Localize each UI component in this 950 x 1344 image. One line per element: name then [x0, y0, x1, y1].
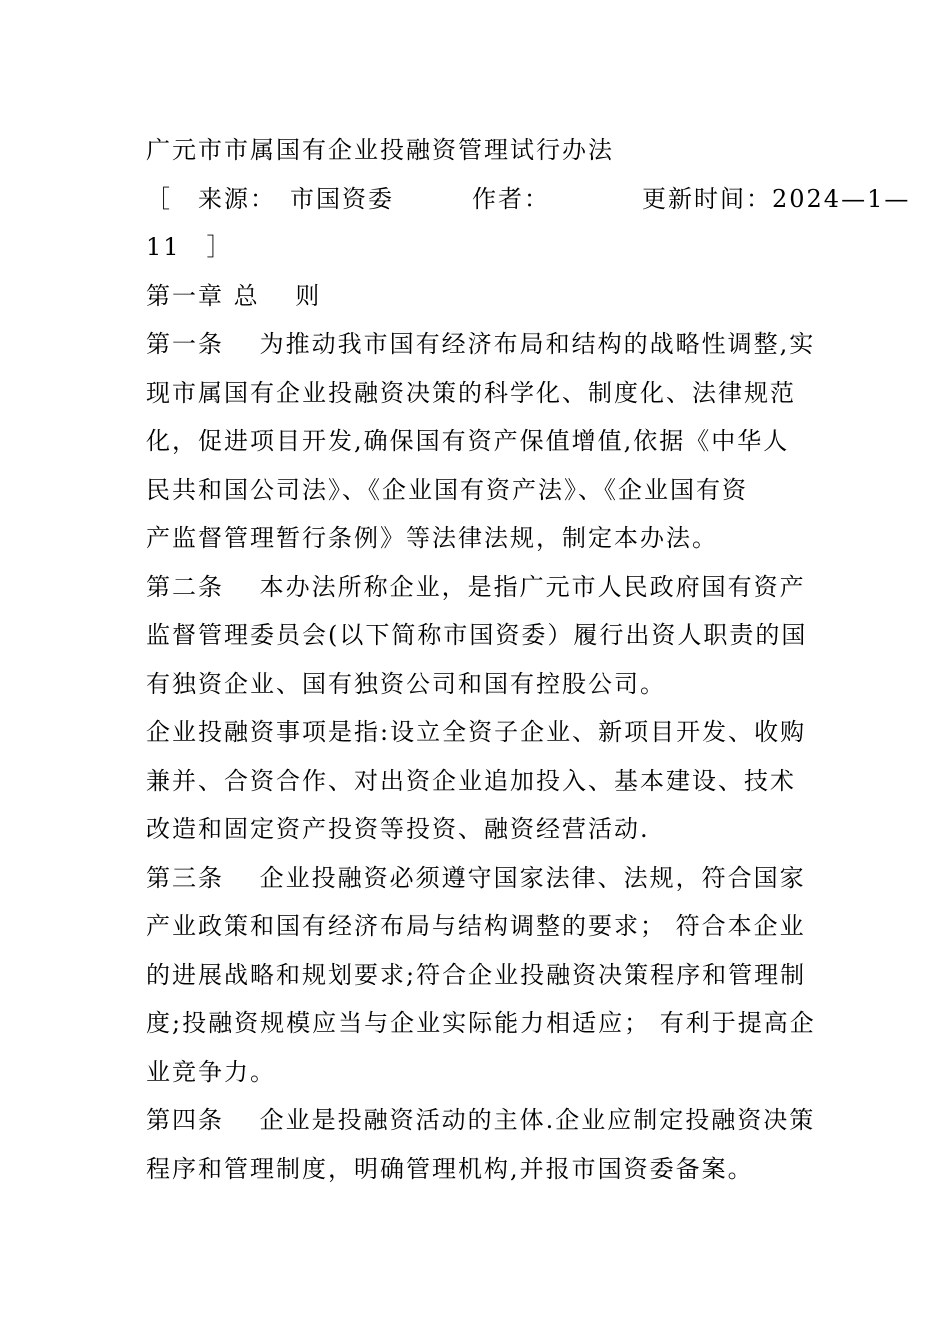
article-1-line-3: 化，促进项目开发,确保国有资产保值增值,依据《中华人 [146, 427, 790, 455]
article-3-line-2: 产业政策和国有经济布局与结构调整的要求； 符合本企业 [146, 912, 806, 940]
article-4-line-2: 程序和管理制度，明确管理机构,并报市国资委备案。 [146, 1154, 754, 1183]
article-2-line-2: 监督管理委员会(以下简称市国资委）履行出资人职责的国 [146, 621, 808, 649]
document-title: 广元市市属国有企业投融资管理试行办法 [146, 136, 614, 164]
article-2-line-3: 有独资企业、国有独资公司和国有控股公司。 [146, 669, 666, 698]
chapter-heading: 第一章 总 则 [146, 281, 322, 310]
document-body [146, 126, 911, 1193]
paragraph-line-1: 企业投融资事项是指:设立全资子企业、新项目开发、收购 [146, 718, 807, 746]
article-3-line-1: 第三条 企业投融资必须遵守国家法律、法规，符合国家 [146, 863, 806, 892]
article-3-line-4: 度;投融资规模应当与企业实际能力相适应； 有利于提高企 [146, 1009, 816, 1037]
article-4-line-1: 第四条 企业是投融资活动的主体.企业应制定投融资决策 [146, 1106, 816, 1134]
article-1-line-1: 第一条 为推动我市国有经济布局和结构的战略性调整,实 [146, 330, 816, 358]
article-1-line-2: 现市属国有企业投融资决策的科学化、制度化、法律规范 [146, 378, 796, 407]
source-info-line-cont: 11 ］ [146, 233, 233, 261]
source-info-line: ［ 来源： 市国资委 作者： 更新时间：2024—1— [146, 184, 911, 213]
paragraph-line-3: 改造和固定资产投资等投资、融资经营活动. [146, 815, 650, 843]
article-3-line-5: 业竞争力。 [146, 1057, 276, 1086]
paragraph-line-2: 兼并、合资合作、对出资企业追加投入、基本建设、技术 [146, 766, 796, 795]
article-1-line-4: 民共和国公司法》、《企业国有资产法》、《企业国有资 [146, 475, 748, 504]
article-3-line-3: 的进展战略和规划要求;符合企业投融资决策程序和管理制 [146, 960, 807, 989]
article-2-line-1: 第二条 本办法所称企业，是指广元市人民政府国有资产 [146, 572, 806, 601]
article-1-line-5: 产监督管理暂行条例》等法律法规，制定本办法。 [146, 524, 718, 552]
